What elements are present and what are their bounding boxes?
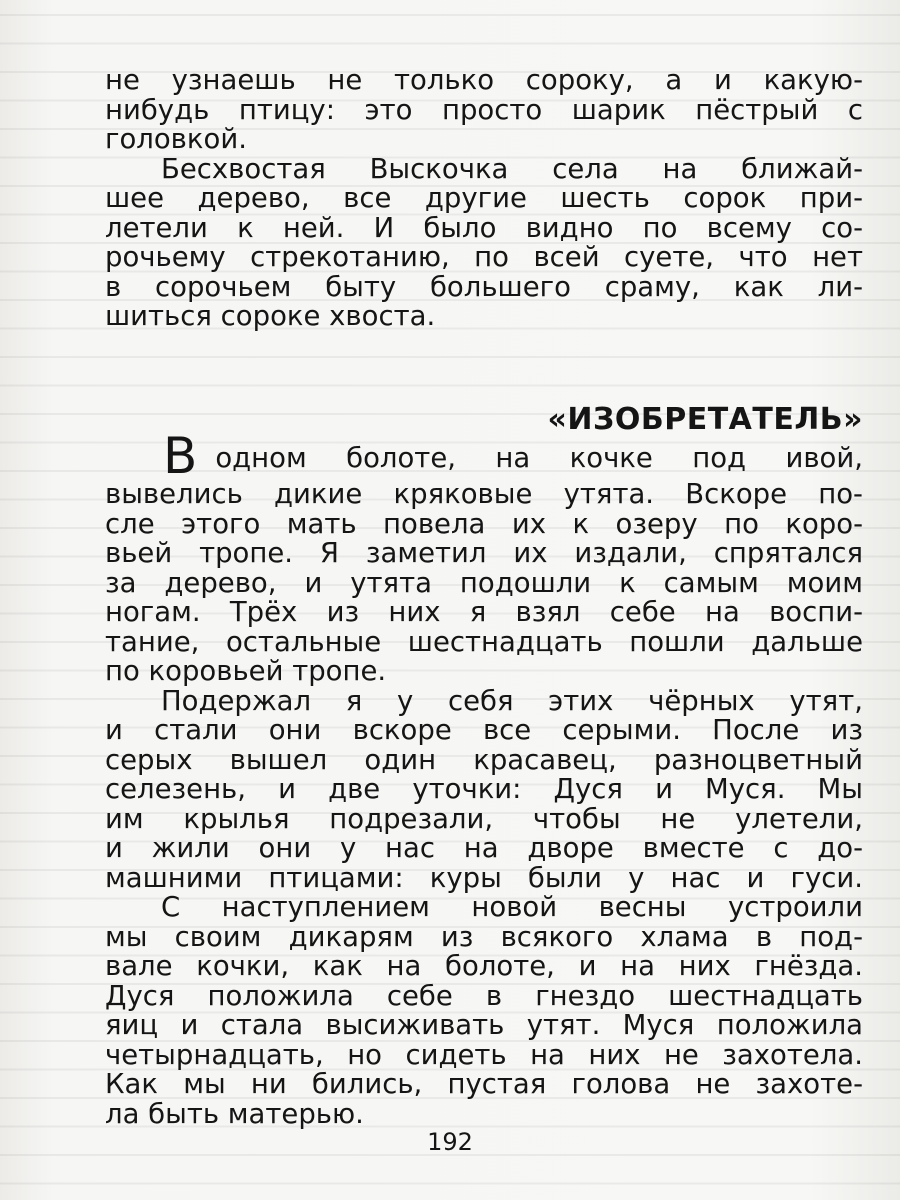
text-line: вале кочки, как на болоте, и на них гнёзда. <box>105 950 863 982</box>
text-line: им крылья подрезали, чтобы не улетели, <box>105 802 863 835</box>
chapter-heading <box>105 403 863 437</box>
text-line: рочьему стрекотанию, по всей суете, что нет <box>105 241 863 273</box>
text-line: ногам. Трёх из них я взял себе на воспи- <box>105 596 863 628</box>
text-line: тание, остальные шестнадцать пошли дальше <box>105 625 863 658</box>
text-line: Бесхвостая Выскочка села на ближай- <box>161 152 863 185</box>
text-line: в сорочьем быту большего сраму, как ли- <box>105 270 863 303</box>
text-line: сле этого мать повела их к озеру по коро- <box>105 507 863 540</box>
text-line: шее дерево, все другие шесть сорок при- <box>105 182 863 214</box>
chapter-title: «ИЗОБРЕТАТЕЛЬ» <box>547 402 863 437</box>
text-line: Подержал я у себя этих чёрных утят, <box>161 684 863 717</box>
text-line: ла быть матерью. <box>105 1097 364 1130</box>
text-line: за дерево, и утята подошли к самым моим <box>105 566 863 599</box>
text-line: Как мы ни бились, пустая голова не захоте- <box>105 1068 863 1100</box>
text-line: вывелись дикие кряковые утята. Вскоре по- <box>105 478 863 510</box>
text-line: шиться сороке хвоста. <box>105 300 436 332</box>
text-line: головкой. <box>105 123 247 155</box>
page-number: 192 <box>427 1128 473 1156</box>
drop-cap: В <box>163 427 198 485</box>
text-line: Дуся положила себе в гнездо шестнадцать <box>105 979 863 1012</box>
text-line: четырнадцать, но сидеть на них не захотела. <box>105 1038 863 1071</box>
text-line: С наступлением новой весны устроили <box>161 891 863 923</box>
text-line: по коровьей тропе. <box>105 655 387 687</box>
first-line-text: одном болоте, на кочке под ивой, <box>215 442 863 474</box>
text-line: машними птицами: куры были у нас и гуси. <box>105 861 863 894</box>
text-line: и стали они вскоре все серыми. После из <box>105 714 863 746</box>
text-line: яиц и стала высиживать утят. Муся положила <box>105 1009 863 1041</box>
top-paragraph <box>105 66 863 332</box>
text-line: не узнаешь не только сороку, а и какую- <box>105 64 863 96</box>
text-line: селезень, и две уточки: Дуся и Муся. Мы <box>105 773 863 805</box>
text-line: летели к ней. И было видно по всему со- <box>105 211 863 244</box>
text-line: и жили они у нас на дворе вместе с до- <box>105 832 863 864</box>
text-line: вьей тропе. Я заметил их издали, спрятался <box>105 537 863 569</box>
text-line: мы своим дикарям из всякого хлама в под- <box>105 920 863 953</box>
text-line: серых вышел один красавец, разноцветный <box>105 743 863 776</box>
first-line <box>105 427 863 485</box>
chapter-body <box>105 427 863 1130</box>
text-line: нибудь птицу: это просто шарик пёстрый с <box>105 93 863 126</box>
